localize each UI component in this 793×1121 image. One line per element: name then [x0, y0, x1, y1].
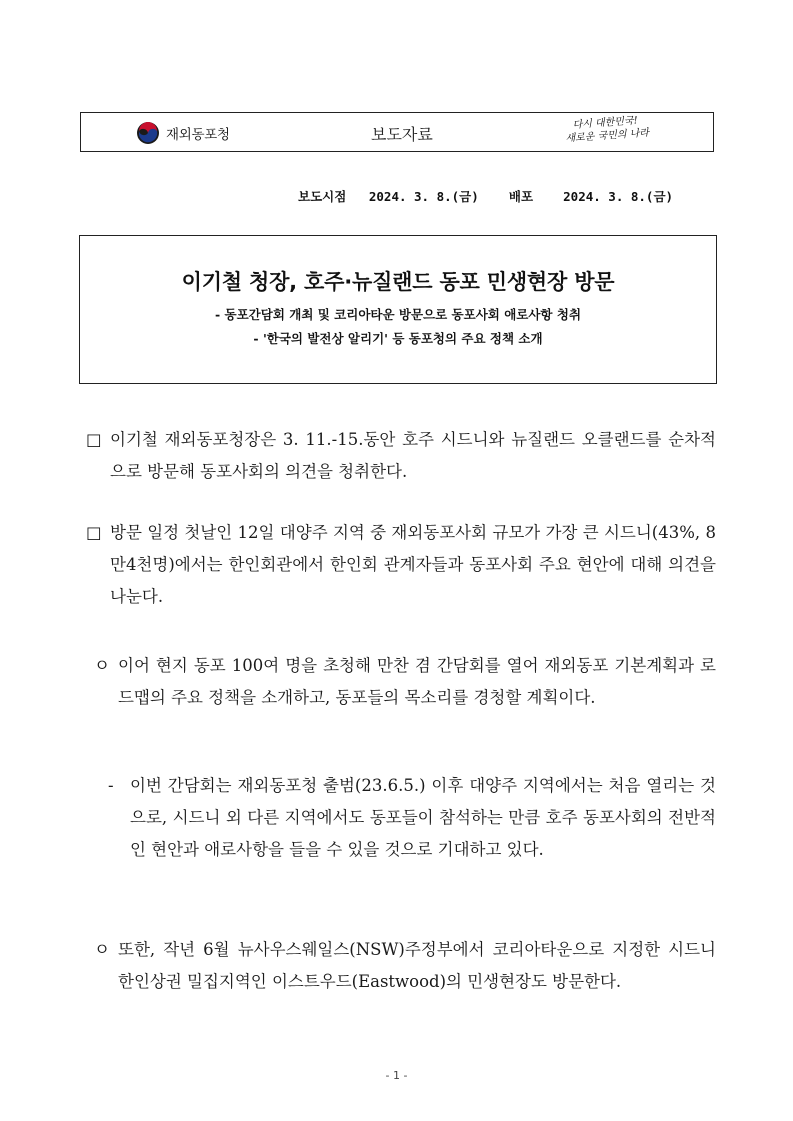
agency-logo [136, 121, 230, 145]
checkbox-bullet: □ [86, 523, 102, 542]
taegeuk-emblem-icon [136, 121, 160, 145]
paragraph-3 [94, 650, 716, 714]
headline-box [79, 235, 717, 384]
dash-bullet: - [108, 776, 114, 795]
paragraph-text: 또한, 작년 6월 뉴사우스웨일스(NSW)주정부에서 코리아타운으로 지정한 시드니 한인상권 밀집지역인 이스트우드(Eastwood)의 민생현장도 방문한다. [118, 940, 716, 991]
checkbox-bullet: □ [86, 430, 102, 449]
paragraph-5 [94, 934, 716, 998]
headline-title: 이기철 청장, 호주·뉴질랜드 동포 민생현장 방문 [181, 270, 615, 294]
paragraph-text: 이번 간담회는 재외동포청 출범(23.6.5.) 이후 대양주 지역에서는 처음 열리는 것으로, 시드니 외 다른 지역에서도 동포들이 참석하는 만큼 호주 동포사회의 전반적인 현안과 애로사항을 들을 수 있을 것으로 기대하고 있다. [130, 776, 716, 859]
paragraph-text: 방문 일정 첫날인 12일 대양주 지역 중 재외동포사회 규모가 가장 큰 시드니(43%, 8만4천명)에서는 한인회관에서 한인회 관계자들과 동포사회 주요 현안에 대해 의견을 나눈다. [110, 523, 716, 606]
paragraph-2 [86, 517, 716, 613]
paragraph-4 [108, 770, 716, 866]
circle-bullet: ㅇ [94, 940, 110, 959]
headline-subtitle-1: - 동포간담회 개최 및 코리아타운 방문으로 동포사회 애로사항 청취 [214, 307, 582, 322]
release-timing: 보도시점 2024. 3. 8.(금) 배포 2024. 3. 8.(금) [298, 189, 674, 204]
handwritten-slogan [564, 113, 666, 146]
paragraph-text: 이어 현지 동포 100여 명을 초청해 만찬 겸 간담회를 열어 재외동포 기본계획과 로드맵의 주요 정책을 소개하고, 동포들의 목소리를 경청할 계획이다. [118, 656, 716, 707]
document-type-label: 보도자료 [371, 125, 433, 144]
paragraph-text: 이기철 재외동포청장은 3. 11.-15.동안 호주 시드니와 뉴질랜드 오클랜드를 순차적으로 방문해 동포사회의 의견을 청취한다. [110, 430, 716, 481]
slogan-line-2: 새로운 국민의 나라 [565, 127, 650, 145]
press-release-header [80, 112, 714, 152]
circle-bullet: ㅇ [94, 656, 110, 675]
slogan-line-1: 다시 대한민국! [572, 115, 639, 131]
page-number: - 1 - [385, 1069, 408, 1082]
headline-subtitle-2: - '한국의 발전상 알리기' 등 동포청의 주요 정책 소개 [253, 331, 543, 346]
paragraph-1 [86, 424, 716, 488]
agency-name: 재외동포청 [166, 127, 230, 143]
